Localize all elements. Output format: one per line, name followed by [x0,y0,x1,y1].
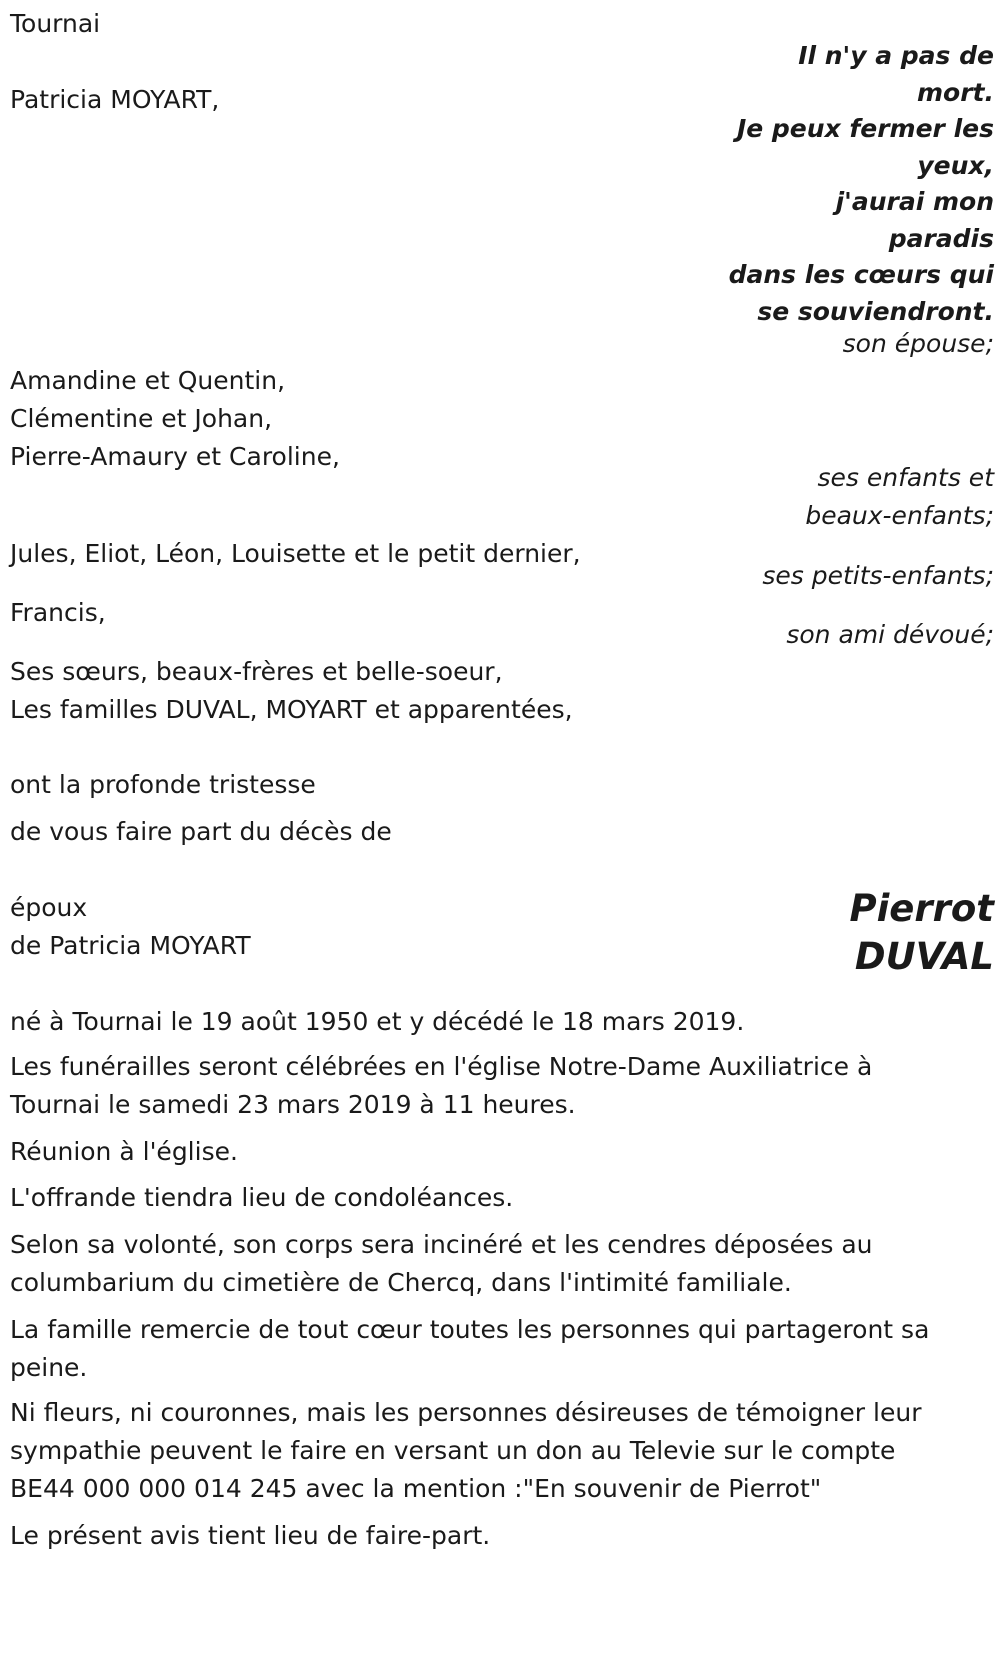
children-role-line: beaux-enfants; [805,501,994,530]
thanks-info: La famille remercie de tout cœur toutes les personnes qui partageront sa peine. [10,1315,930,1382]
child-couple: Pierre-Amaury et Caroline, [10,442,340,471]
poem-line: se souviendront. [757,296,994,326]
donation-info: Ni fleurs, ni couronnes, mais les personnes désireuses de témoigner leur sympathie peuvent le faire en versant un don au Televie sur le compte BE44 000 000 014 245 avec la mention :"En souvenir de Pierrot" [10,1398,922,1503]
siblings: Ses sœurs, beaux-frères et belle-soeur, [10,657,503,686]
funeral-info: Les funérailles seront célébrées en l'église Notre-Dame Auxiliatrice à Tournai le samedi 23 mars 2019 à 11 heures. [10,1052,873,1119]
friend-role: son ami dévoué; [786,620,994,649]
children-role [805,459,994,535]
poem-line: Il n'y a pas de [798,41,994,70]
poem [729,38,994,330]
cremation-info: Selon sa volonté, son corps sera incinéré et les cendres déposées au columbarium du cimetière de Chercq, dans l'intimité familiale. [10,1230,873,1297]
poem-line: yeux, [917,150,994,180]
city-heading: Tournai [10,9,101,38]
poem-line: j'aurai mon [835,187,994,216]
poem-line: Je peux fermer les [736,114,994,143]
poem-line: mort. [916,77,994,107]
spouse-name: Patricia MOYART, [10,85,220,114]
deceased-last-name: DUVAL [854,935,994,978]
notice-info: Le présent avis tient lieu de faire-part. [10,1521,491,1550]
child-couple: Amandine et Quentin, [10,366,286,395]
deceased-first-name: Pierrot [849,887,994,930]
announcement-line: ont la profonde tristesse [10,770,316,799]
children-list [10,362,340,476]
poem-line: paradis [888,223,994,253]
poem-line: dans les cœurs qui [728,260,994,289]
announcement-line: de vous faire part du décès de [10,817,392,846]
child-couple: Clémentine et Johan, [10,404,273,433]
meeting-info: Réunion à l'église. [10,1137,238,1166]
spouse-role: son épouse; [842,329,994,358]
grandchildren: Jules, Eliot, Léon, Louisette et le petit dernier, [10,539,581,568]
children-role-line: ses enfants et [817,463,994,492]
offering-info: L'offrande tiendra lieu de condoléances. [10,1183,514,1212]
relation-line: de Patricia MOYART [10,931,251,960]
birth-death: né à Tournai le 19 août 1950 et y décédé le 18 mars 2019. [10,1007,745,1036]
families: Les familles DUVAL, MOYART et apparentées, [10,695,573,724]
friend: Francis, [10,598,106,627]
deceased-name [850,885,995,981]
grandchildren-role: ses petits-enfants; [762,561,994,590]
relation-line: époux [10,893,88,922]
